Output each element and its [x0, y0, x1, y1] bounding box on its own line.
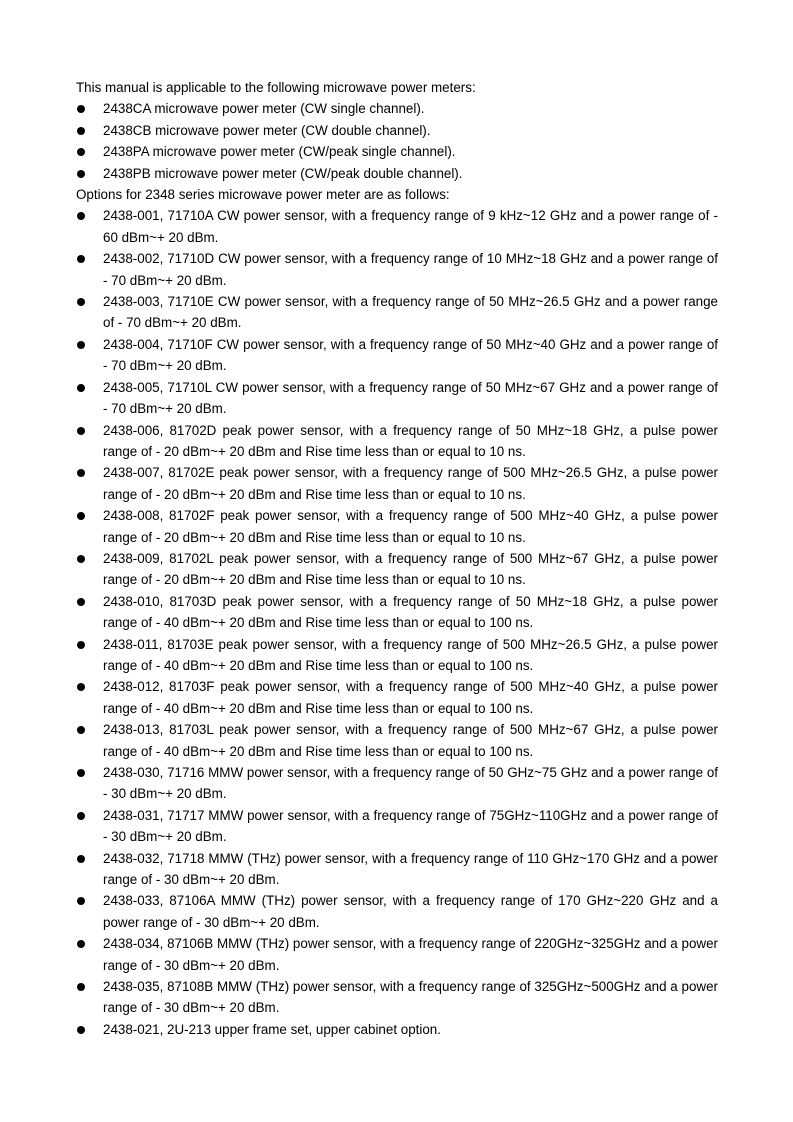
- bullet-icon: [77, 555, 85, 563]
- list-item-text: 2438-010, 81703D peak power sensor, with a frequency range of 50 MHz~18 GHz, a pulse power range of - 40 dBm~+ 20 dBm and Rise time less than or equal to 100 ns.: [103, 593, 718, 631]
- bullet-icon: [77, 726, 85, 734]
- list-item-text: 2438-035, 87108B MMW (THz) power sensor, with a frequency range of 325GHz~500GHz and a power range of - 30 dBm~+ 20 dBm.: [103, 979, 718, 1016]
- bullet-icon: [77, 940, 85, 948]
- bullet-icon: [77, 427, 85, 435]
- list-item-text: 2438-034, 87106B MMW (THz) power sensor, with a frequency range of 220GHz~325GHz and a power range of - 30 dBm~+ 20 dBm.: [103, 936, 718, 973]
- list-item-text: 2438-013, 81703L peak power sensor, with a frequency range of 500 MHz~67 GHz, a pulse power range of - 40 dBm~+ 20 dBm and Rise time less than or equal to 100 ns.: [103, 722, 718, 759]
- document-page: [76, 77, 718, 1040]
- list-item: [76, 377, 718, 420]
- list-item-text: 2438-033, 87106A MMW (THz) power sensor, with a frequency range of 170 GHz~220 GHz and a power range of - 30 dBm~+ 20 dBm.: [103, 893, 718, 930]
- bullet-icon: [77, 255, 85, 263]
- list-item: [76, 676, 718, 719]
- list-item: [76, 505, 718, 548]
- list-item: [76, 548, 718, 591]
- bullet-icon: [77, 148, 85, 156]
- list-item-text: 2438-002, 71710D CW power sensor, with a frequency range of 10 MHz~18 GHz and a power range of - 70 dBm~+ 20 dBm.: [103, 251, 718, 288]
- list-item-text: 2438CB microwave power meter (CW double channel).: [103, 122, 431, 138]
- bullet-icon: [77, 598, 85, 606]
- list-item: [76, 205, 718, 248]
- list-item: [76, 848, 718, 891]
- bullet-icon: [77, 769, 85, 777]
- bullet-icon: [77, 897, 85, 905]
- bullet-icon: [77, 641, 85, 649]
- bullet-icon: [77, 127, 85, 135]
- bullet-icon: [77, 1026, 85, 1034]
- list-item: [76, 163, 718, 184]
- list-item: [76, 805, 718, 848]
- list-item: [76, 98, 718, 119]
- list-item-text: 2438-006, 81702D peak power sensor, with a frequency range of 50 MHz~18 GHz, a pulse power range of - 20 dBm~+ 20 dBm and Rise time less than or equal to 10 ns.: [103, 422, 718, 459]
- list-item-text: 2438-012, 81703F peak power sensor, with a frequency range of 500 MHz~40 GHz, a pulse power range of - 40 dBm~+ 20 dBm and Rise time less than or equal to 100 ns.: [103, 679, 718, 716]
- list-item: [76, 248, 718, 291]
- list-item-text: 2438-030, 71716 MMW power sensor, with a frequency range of 50 GHz~75 GHz and a power range of - 30 dBm~+ 20 dBm.: [103, 765, 718, 802]
- list-item-text: 2438-001, 71710A CW power sensor, with a frequency range of 9 kHz~12 GHz and a power range of - 60 dBm~+ 20 dBm.: [103, 208, 718, 245]
- list-item: [76, 120, 718, 141]
- meter-list: [76, 98, 718, 184]
- list-item-text: 2438CA microwave power meter (CW single channel).: [103, 101, 425, 117]
- list-item: [76, 762, 718, 805]
- options-list: [76, 205, 718, 1040]
- bullet-icon: [77, 683, 85, 691]
- bullet-icon: [77, 170, 85, 178]
- list-item-text: 2438-021, 2U-213 upper frame set, upper cabinet option.: [103, 1021, 441, 1037]
- list-item-text: 2438-007, 81702E peak power sensor, with a frequency range of 500 MHz~26.5 GHz, a pulse power range of - 20 dBm~+ 20 dBm and Rise time less than or equal to 10 ns.: [103, 465, 718, 502]
- list-item-text: 2438-005, 71710L CW power sensor, with a frequency range of 50 MHz~67 GHz and a power range of - 70 dBm~+ 20 dBm.: [103, 379, 718, 417]
- list-item: [76, 976, 718, 1019]
- bullet-icon: [77, 384, 85, 392]
- list-item: [76, 141, 718, 162]
- list-item-text: 2438PA microwave power meter (CW/peak single channel).: [103, 144, 456, 160]
- bullet-icon: [77, 469, 85, 477]
- list-item: [76, 719, 718, 762]
- list-item: [76, 933, 718, 976]
- list-item: [76, 291, 718, 334]
- list-item: [76, 1019, 718, 1040]
- list-item: [76, 462, 718, 505]
- list-item: [76, 591, 718, 634]
- bullet-icon: [77, 983, 85, 991]
- list-item-text: 2438-031, 71717 MMW power sensor, with a frequency range of 75GHz~110GHz and a power range of - 30 dBm~+ 20 dBm.: [103, 807, 718, 845]
- list-item-text: 2438-008, 81702F peak power sensor, with a frequency range of 500 MHz~40 GHz, a pulse power range of - 20 dBm~+ 20 dBm and Rise time less than or equal to 10 ns.: [103, 508, 718, 545]
- list-item: [76, 890, 718, 933]
- list-item: [76, 334, 718, 377]
- list-item: [76, 420, 718, 463]
- bullet-icon: [77, 512, 85, 520]
- bullet-icon: [77, 812, 85, 820]
- list-item-text: 2438-032, 71718 MMW (THz) power sensor, with a frequency range of 110 GHz~170 GHz and a power range of - 30 dBm~+ 20 dBm.: [103, 850, 718, 888]
- options-intro-paragraph: Options for 2348 series microwave power meter are as follows:: [76, 187, 450, 203]
- list-item-text: 2438-003, 71710E CW power sensor, with a frequency range of 50 MHz~26.5 GHz and a power range of - 70 dBm~+ 20 dBm.: [103, 294, 718, 331]
- list-item-text: 2438-009, 81702L peak power sensor, with a frequency range of 500 MHz~67 GHz, a pulse power range of - 20 dBm~+ 20 dBm and Rise time less than or equal to 10 ns.: [103, 550, 718, 588]
- list-item: [76, 634, 718, 677]
- list-item-text: 2438-011, 81703E peak power sensor, with a frequency range of 500 MHz~26.5 GHz, a pulse power range of - 40 dBm~+ 20 dBm and Rise time less than or equal to 100 ns.: [103, 636, 718, 673]
- bullet-icon: [77, 212, 85, 220]
- list-item-text: 2438PB microwave power meter (CW/peak double channel).: [103, 165, 463, 181]
- intro-paragraph: This manual is applicable to the following microwave power meters:: [76, 80, 476, 95]
- bullet-icon: [77, 341, 85, 349]
- bullet-icon: [77, 855, 85, 863]
- list-item-text: 2438-004, 71710F CW power sensor, with a frequency range of 50 MHz~40 GHz and a power range of - 70 dBm~+ 20 dBm.: [103, 336, 718, 374]
- bullet-icon: [77, 298, 85, 306]
- bullet-icon: [77, 105, 85, 113]
